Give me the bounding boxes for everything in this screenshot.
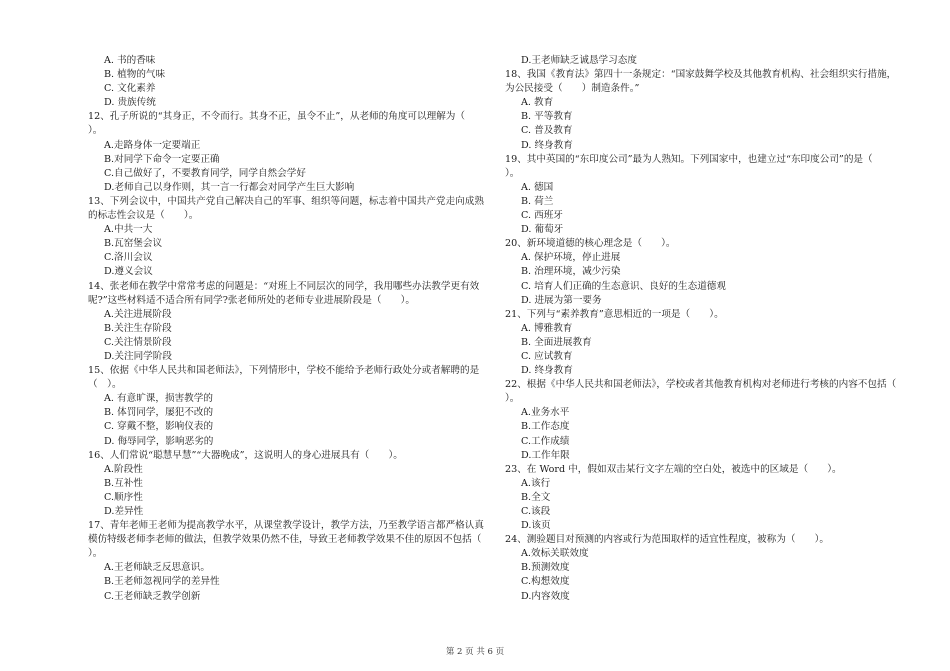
answer-option: A. 书的香味 (104, 55, 156, 66)
right-column (505, 54, 905, 604)
question-text: 17、青年老师王老师为提高教学水平，从课堂教学设计，教学方法，乃至教学语言都严格认真 (88, 520, 484, 532)
page-footer: 第 2 页 共 6 页 (445, 647, 505, 657)
answer-option: B.王老师忽视同学的差异性 (104, 576, 220, 588)
answer-option: B. 植物的气味 (104, 69, 166, 81)
question-text: ）。 (88, 548, 103, 560)
question-text: 16、人们常说“聪慧早慧”“大器晚成”，这说明人的身心进展具有（ ）。 (88, 449, 403, 461)
answer-option: C.顺序性 (104, 491, 143, 503)
answer-option: A.走路身体一定要端正 (104, 139, 201, 151)
answer-option: A. 教育 (521, 97, 554, 109)
answer-option: B. 平等教育 (521, 111, 573, 123)
answer-option: D. 终身教育 (521, 139, 573, 151)
answer-option: C.该段 (521, 506, 551, 517)
answer-option: C.王老师缺乏教学创新 (104, 590, 201, 602)
answer-option: D.工作年限 (521, 449, 570, 461)
question-text: 21、下列与“素养教育”意思相近的一项是（ ）。 (505, 308, 724, 320)
answer-option: D.遵义会议 (104, 266, 153, 278)
answer-option: C. 穿戴不整，影响仪表的 (104, 421, 214, 433)
question-text: 15、依据《中华人民共和国老师法》，下列情形中，学校不能给予老师行政处分或者解聘的是 (88, 365, 480, 377)
answer-option: C. 普及教育 (521, 125, 573, 137)
question-text: 24、测验题目对预测的内容或行为范围取样的适宜性程度，被称为（ ）。 (505, 534, 830, 546)
answer-option: C.工作成绩 (521, 435, 570, 447)
answer-option: C.洛川会议 (104, 252, 153, 264)
answer-option: A.阶段性 (104, 463, 143, 475)
answer-option: D.关注同学阶段 (104, 350, 172, 362)
answer-option: B.关注生存阶段 (104, 322, 172, 334)
answer-option: C.构想效度 (521, 576, 570, 588)
question-text: 20、新环境道德的核心理念是（ ）。 (505, 238, 676, 250)
question-text: 13、下列会议中，中国共产党自己解决自己的军事、组织等问题，标志着中国共产党走向成熟 (88, 195, 484, 207)
question-text: 23、在 Word 中，假如双击某行文字左端的空白处，被选中的区域是（ ）。 (505, 463, 842, 475)
answer-option: A. 保护环境，停止进展 (521, 252, 621, 264)
answer-option: B. 荷兰 (521, 195, 554, 207)
answer-option: A. 有意旷课，损害教学的 (104, 393, 213, 405)
question-text: 12、孔子所说的“其身正，不令而行。其身不正，虽令不止”，从老师的角度可以理解为（ (88, 111, 465, 123)
answer-option: D.差异性 (104, 506, 144, 517)
answer-option: D. 葡萄牙 (521, 224, 564, 236)
answer-option: C. 应试教育 (521, 350, 573, 362)
question-text: 的标志性会议是（ ）。 (88, 210, 199, 222)
question-text: 18、我国《教育法》第四十一条规定：“国家鼓舞学校及其他教育机构、社会组织实行措施， (505, 69, 897, 81)
answer-option: A.效标关联效度 (521, 548, 589, 560)
answer-option: B.瓦窑堡会议 (104, 238, 163, 250)
question-text: 19、其中英国的“东印度公司”最为人熟知。下列国家中，也建立过“东印度公司”的是（ (505, 153, 873, 165)
answer-option: C. 培育人们正确的生态意识、良好的生态道德观 (521, 280, 726, 292)
question-text: 14、张老师在教学中常常考虑的问题是：“对班上不同层次的同学，我用哪些办法教学更有效 (88, 280, 480, 292)
answer-option: B. 全面进展教育 (521, 336, 592, 348)
answer-option: B.工作态度 (521, 421, 570, 433)
answer-option: D. 终身教育 (521, 365, 573, 377)
answer-option: C.关注情景阶段 (104, 336, 172, 348)
left-column (88, 54, 486, 604)
answer-option: B.互补性 (104, 477, 143, 489)
answer-option: B.全文 (521, 491, 551, 503)
answer-option: D. 贵族传统 (104, 97, 156, 109)
answer-option: A. 德国 (521, 181, 554, 193)
question-text: 模仿特级老师李老师的做法，但教学效果仍然不佳，导致王老师教学效果不佳的原因不包括（ (88, 534, 482, 546)
answer-option: C.自己做好了，不要教育同学，同学自然会学好 (104, 167, 306, 179)
answer-option: B. 治理环境，减少污染 (521, 266, 621, 278)
answer-option: B. 体罚同学，屡犯不改的 (104, 407, 214, 419)
answer-option: A.业务水平 (521, 407, 570, 419)
answer-option: D. 进展为第一要务 (521, 294, 602, 306)
question-text: 22、根据《中华人民共和国老师法》，学校或者其他教育机构对老师进行考核的内容不包括（ (505, 379, 897, 391)
answer-option: D.老师自己以身作则，其一言一行都会对同学产生巨大影响 (104, 181, 355, 193)
answer-option: D.王老师缺乏诚恳学习态度 (521, 55, 637, 66)
question-text: ）。 (505, 393, 520, 405)
answer-option: D. 侮辱同学，影响恶劣的 (104, 435, 214, 447)
question-text: ）。 (88, 125, 103, 137)
answer-option: D.该页 (521, 520, 551, 532)
answer-option: C. 西班牙 (521, 210, 563, 222)
question-text: （ ）。 (88, 379, 122, 391)
question-text: ）。 (505, 167, 520, 179)
answer-option: C. 文化素养 (104, 83, 156, 95)
answer-option: A.该行 (521, 477, 551, 489)
answer-option: A.王老师缺乏反思意识。 (104, 562, 210, 574)
question-text: 呢?”这些材料适不适合所有同学?张老师所处的老师专业进展阶段是（ ）。 (88, 294, 415, 306)
answer-option: A.关注进展阶段 (104, 308, 172, 320)
answer-option: A. 博雅教育 (521, 322, 573, 334)
answer-option: A.中共一大 (104, 224, 153, 236)
answer-option: B.对同学下命令一定要正确 (104, 153, 220, 165)
answer-option: B.预测效度 (521, 562, 570, 574)
question-text: 为公民接受（ ）制造条件。” (505, 83, 640, 95)
answer-option: D.内容效度 (521, 590, 570, 602)
